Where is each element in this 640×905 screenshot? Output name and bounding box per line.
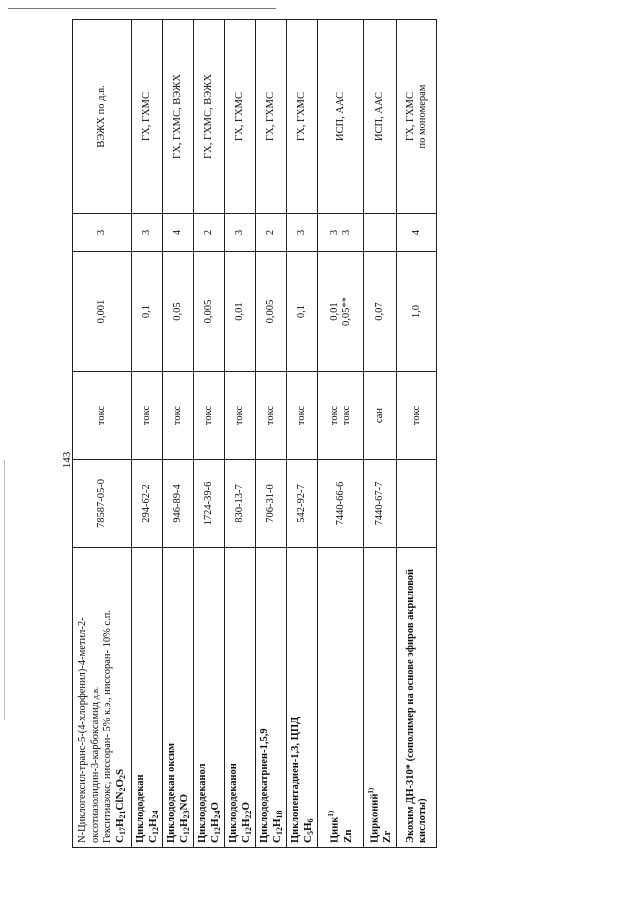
analysis-method: ГХ, ГХМС: [132, 20, 163, 214]
limit-value: 0,01: [225, 252, 256, 372]
limit-value: 0,001: [73, 252, 132, 372]
hazard-class: 3: [287, 214, 318, 252]
substance-name-cell: [364, 548, 397, 848]
cas-number: [397, 460, 437, 548]
hazard-indicator: токс: [163, 372, 194, 460]
chemical-formula: Zn: [341, 829, 354, 843]
chemical-formula: $C_{17}H_{21}ClN_2O_2S$: [113, 768, 127, 843]
substance-name-line-2: кислоты): [416, 798, 428, 843]
table-row: [163, 20, 194, 848]
chemical-formula: $C_{12}H_{23}NO$: [177, 793, 191, 843]
hazard-indicator-2: токс: [340, 405, 352, 426]
substance-name-cell: [225, 548, 256, 848]
top-rule: [8, 8, 276, 9]
cas-number: 7440-67-7: [364, 460, 397, 548]
chemical-formula: $C_5H_6$: [301, 818, 315, 843]
limit-value: 0,005: [194, 252, 225, 372]
hazard-class: 3: [73, 214, 132, 252]
hazard-indicator: токс: [132, 372, 163, 460]
substance-name: N-Циклогексил-транс-5-(4-хлорфенил)-4-метил-2-: [77, 617, 89, 843]
cas-number: 7440-66-6: [318, 460, 364, 548]
hazard-indicator: токс: [225, 372, 256, 460]
substance-name-cell: [397, 548, 437, 848]
limit-value: 0,1: [132, 252, 163, 372]
substance-name-cell: [73, 548, 132, 848]
limit-value-2: 0,05**: [340, 297, 352, 326]
analysis-method: ВЭЖХ по д.в.: [73, 20, 132, 214]
limit-value: 0,05: [163, 252, 194, 372]
chemical-formula: $C_{12}H_{24}O$: [208, 801, 222, 843]
cas-number: 946-89-4: [163, 460, 194, 548]
limit-value: 0,07: [364, 252, 397, 372]
cas-number: 830-13-7: [225, 460, 256, 548]
substance-name: Цирконий$^{1)}$: [366, 787, 381, 843]
hazard-indicator: токс: [73, 372, 132, 460]
analysis-method: ГХ, ГХМС: [256, 20, 287, 214]
analysis-method: ИСП, ААС: [318, 20, 364, 214]
limit-value-cell: [318, 252, 364, 372]
hazard-indicator: сан: [364, 372, 397, 460]
footnote-mark: 1): [327, 810, 336, 817]
limit-value: 0,005: [256, 252, 287, 372]
substance-name: Циклододекан: [134, 774, 146, 843]
substance-name: Циклопентадиен-1,3, ЦПД: [289, 716, 301, 843]
hazard-class: [364, 214, 397, 252]
chemical-formula: $C_{12}H_{22}O$: [239, 801, 253, 843]
substance-name-line-2: оксотиазолидин-3-карбоксамид д.в.: [89, 686, 101, 843]
table-row: [287, 20, 318, 848]
cas-number: 78587-05-0: [73, 460, 132, 548]
footnote-mark: 1): [366, 787, 375, 794]
substance-name-cell: [287, 548, 318, 848]
cas-number: 706-31-0: [256, 460, 287, 548]
substance-table: [72, 19, 437, 848]
hazard-indicator: токс: [397, 372, 437, 460]
table-stage: [72, 20, 437, 848]
hazard-indicator: токс: [287, 372, 318, 460]
hazard-indicator: токс: [328, 405, 340, 426]
substance-name-cell: [132, 548, 163, 848]
analysis-method-note: по мономерам: [416, 84, 428, 149]
hazard-class-2: 3: [340, 229, 352, 236]
analysis-method: ГХ, ГХМС, ВЭЖХ: [194, 20, 225, 214]
table-row: [397, 20, 437, 848]
hazard-indicator-cell: [318, 372, 364, 460]
analysis-method-cell: [397, 20, 437, 214]
table-row: [256, 20, 287, 848]
chemical-formula: $C_{12}H_{18}$: [270, 810, 284, 843]
analysis-method: ГХ, ГХМС: [287, 20, 318, 214]
substance-name-cell: [318, 548, 364, 848]
scan-edge-line: [4, 460, 5, 720]
page-number: 143: [61, 451, 73, 469]
hazard-class: 4: [397, 214, 437, 252]
chemical-formula: Zr: [381, 830, 394, 843]
limit-value: 1,0: [397, 252, 437, 372]
rotated-table-frame: [72, 20, 437, 848]
hazard-class: 4: [163, 214, 194, 252]
hazard-class: 2: [256, 214, 287, 252]
table-row: [132, 20, 163, 848]
substance-name: Циклододекатриен-1,5,9: [258, 728, 270, 843]
hazard-indicator: токс: [194, 372, 225, 460]
substance-name-cell: [194, 548, 225, 848]
substance-name: Цинк$^{1)}$: [327, 810, 341, 843]
analysis-method: ГХ, ГХМС: [404, 92, 416, 141]
cas-number: 1724-39-6: [194, 460, 225, 548]
limit-value: 0,1: [287, 252, 318, 372]
hazard-class: 3: [225, 214, 256, 252]
substance-name: Циклододеканон: [227, 763, 239, 843]
hazard-class-cell: [318, 214, 364, 252]
table-row: [73, 20, 132, 848]
table-row: [318, 20, 364, 848]
substance-name-cell: [163, 548, 194, 848]
substance-name: Экохим ДН-310* (сополимер на основе эфиров акриловой: [404, 568, 416, 843]
cas-number: 542-92-7: [287, 460, 318, 548]
hazard-class: 3: [328, 229, 340, 236]
table-row: [194, 20, 225, 848]
substance-name: Циклододекан оксим: [165, 742, 177, 843]
chemical-formula: $C_{12}H_{24}$: [146, 810, 160, 843]
hazard-class: 3: [132, 214, 163, 252]
analysis-method: ИСП, ААС: [364, 20, 397, 214]
hazard-indicator: токс: [256, 372, 287, 460]
table-row: [364, 20, 397, 848]
substance-name: Циклододеканол: [196, 763, 208, 843]
limit-value: 0,01: [328, 302, 340, 321]
cas-number: 294-62-2: [132, 460, 163, 548]
analysis-method: ГХ, ГХМС, ВЭЖХ: [163, 20, 194, 214]
hazard-class: 2: [194, 214, 225, 252]
substance-name-line-3: Гекситиазокс, ниссоран- 5% к.э., ниссоран- 10% с.п.: [101, 609, 113, 843]
substance-name-cell: [256, 548, 287, 848]
table-row: [225, 20, 256, 848]
analysis-method: ГХ, ГХМС: [225, 20, 256, 214]
